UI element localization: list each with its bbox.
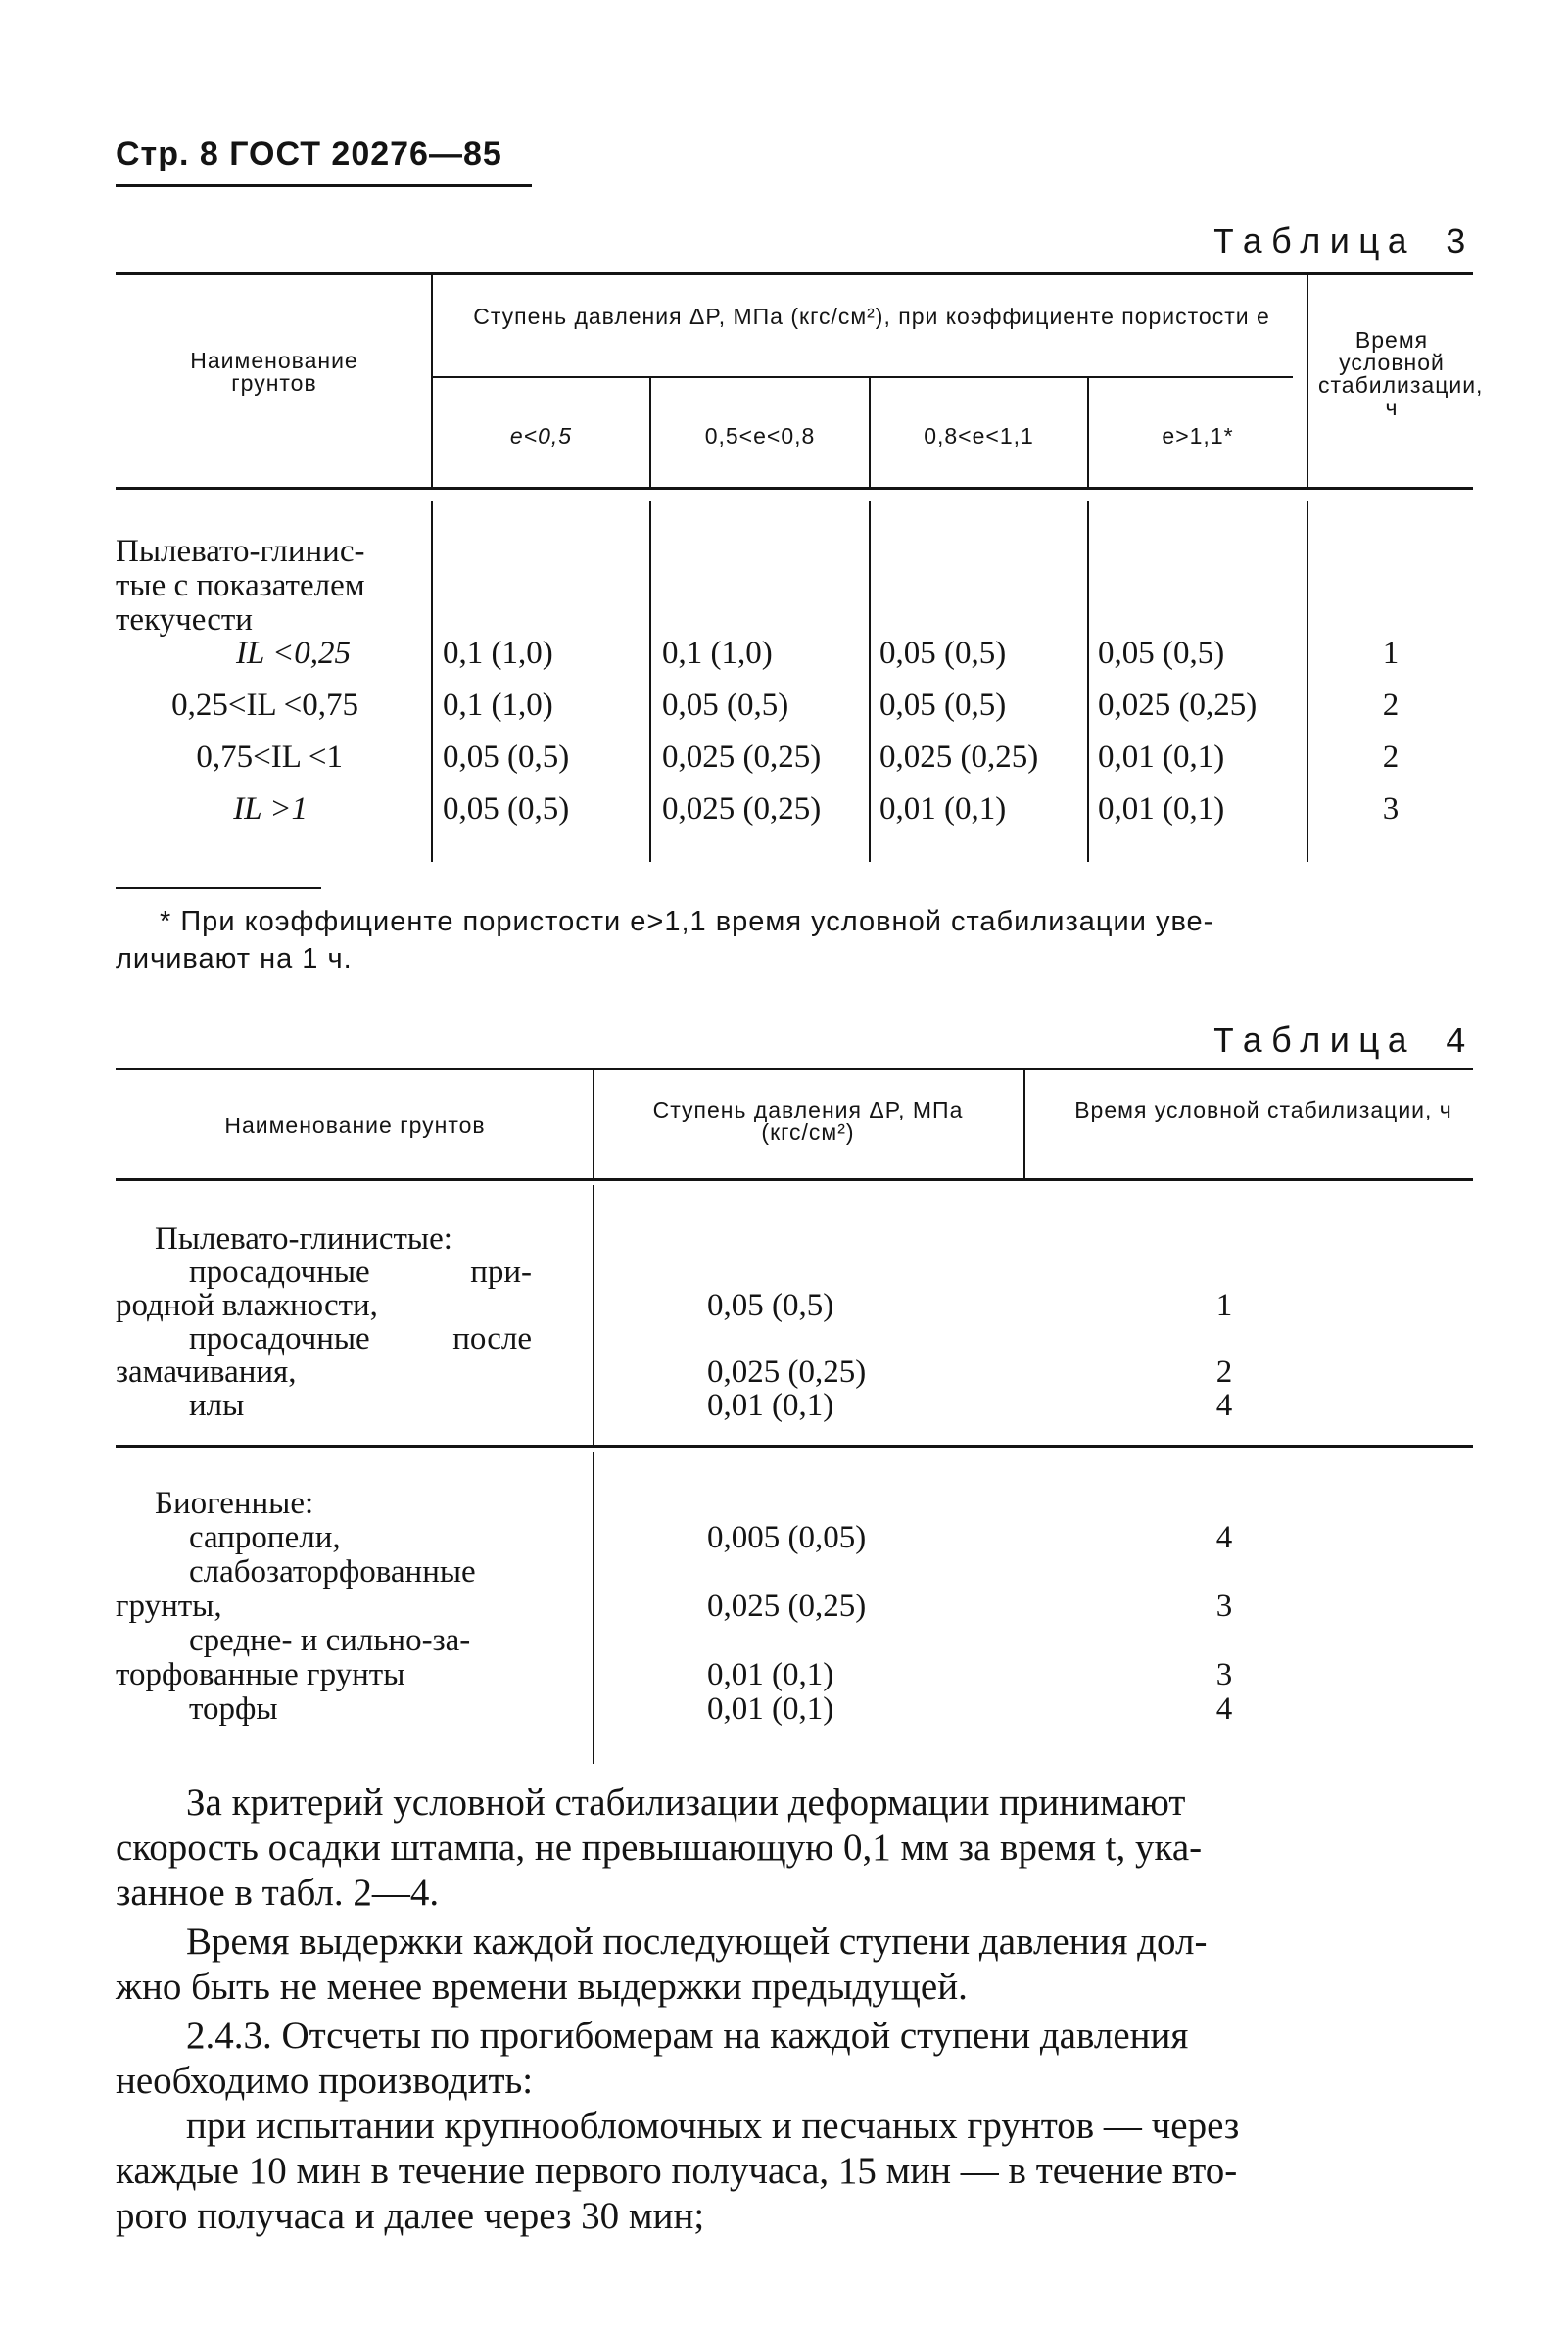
body-line-text: 2.4.3. Отсчеты по прогибомерам на каждой ступени давления xyxy=(186,2015,1189,2057)
table3-cell: 0,05 (0,5) xyxy=(879,636,1007,671)
table4-time: 4 xyxy=(1215,1691,1233,1727)
table3-cell: 0,05 (0,5) xyxy=(443,739,570,775)
table3-time: 1 xyxy=(1382,636,1400,671)
body-line xyxy=(116,1920,1473,1965)
table3-row-name: 0,75<IL <1 xyxy=(196,739,343,775)
table3-cell: 0,05 (0,5) xyxy=(662,688,789,723)
table3-group-label: текучести xyxy=(116,602,253,638)
table4-col-name: Наименование грунтов xyxy=(224,1113,486,1138)
table3-cell: 0,1 (1,0) xyxy=(443,688,553,723)
table4-soil-line: торфы xyxy=(189,1691,278,1727)
table3-col-name: Наименование грунтов xyxy=(190,348,358,396)
table3-time: 3 xyxy=(1382,791,1400,827)
table4-soil-line: слабозаторфованные xyxy=(189,1554,476,1590)
body-line xyxy=(116,2104,1473,2149)
table4-soil-line: торфованные грунты xyxy=(116,1657,405,1692)
table4-time: 4 xyxy=(1215,1520,1233,1555)
footnote-line: личивают на 1 ч. xyxy=(116,943,353,975)
table3-subcol: e<0,5 xyxy=(509,423,573,449)
table4-section-rule xyxy=(116,1445,1473,1448)
table4-step-value: 0,025 (0,25) xyxy=(707,1589,867,1624)
table3-divider xyxy=(649,501,651,862)
table4-step-value: 0,01 (0,1) xyxy=(707,1657,834,1692)
table4-soil-line xyxy=(189,1321,532,1356)
body-line: необходимо производить: xyxy=(116,2060,534,2102)
table3-cell: 0,025 (0,25) xyxy=(662,739,822,775)
table4-step-value: 0,005 (0,05) xyxy=(707,1520,867,1555)
table4-soil-line: замачивания, xyxy=(116,1355,297,1390)
footnote-line: * При коэффициенте пористости e>1,1 время условной стабилизации уве- xyxy=(160,906,1214,937)
table4-step-value: 0,01 (0,1) xyxy=(707,1691,834,1727)
running-head-text: Стр. 8 ГОСТ 20276—85 xyxy=(116,135,502,172)
table3-subcol: e>1,1* xyxy=(1162,423,1234,449)
table4-time: 3 xyxy=(1215,1657,1233,1692)
table4-soil-line: Биогенные: xyxy=(155,1486,314,1521)
body-line: занное в табл. 2—4. xyxy=(116,1872,440,1914)
table3-row-name: 0,25<IL <0,75 xyxy=(171,688,358,723)
table3-cell: 0,01 (0,1) xyxy=(1098,791,1225,827)
table3-divider xyxy=(1307,274,1308,488)
table3-cell: 0,01 (0,1) xyxy=(879,791,1007,827)
body-line-text: За критерий условной стабилизации деформации принимают xyxy=(186,1782,1186,1824)
table3-subcol: 0,8<e<1,1 xyxy=(924,423,1034,449)
table4-soil-line: илы xyxy=(189,1388,245,1423)
table3-subcol: 0,5<e<0,8 xyxy=(704,423,816,449)
table4-step-value: 0,05 (0,5) xyxy=(707,1288,834,1323)
table3-cell: 0,05 (0,5) xyxy=(879,688,1007,723)
table3-cell: 0,05 (0,5) xyxy=(443,791,570,827)
body-line xyxy=(116,1781,1473,1826)
table4-time: 4 xyxy=(1215,1388,1233,1423)
table3-footnote-rule xyxy=(116,887,321,889)
table3-caption: Таблица 3 xyxy=(1212,223,1474,263)
table4-soil-line: грунты, xyxy=(116,1589,222,1624)
body-line-text: при испытании крупнообломочных и песчаных грунтов — через xyxy=(186,2105,1240,2147)
body-line: скорость осадки штампа, не превышающую 0,1 мм за время t, ука- xyxy=(116,1827,1203,1869)
table3-header-rule xyxy=(116,487,1473,490)
table4-divider xyxy=(593,1185,594,1446)
running-head-underline xyxy=(116,184,532,187)
body-line: каждые 10 мин в течение первого получаса, 15 мин — в течение вто- xyxy=(116,2150,1238,2192)
body-line: рого получаса и далее через 30 мин; xyxy=(116,2195,705,2237)
table4-divider xyxy=(1023,1070,1025,1179)
table4-divider xyxy=(593,1070,594,1179)
table3-col-time: Время условной стабилизации, ч xyxy=(1318,327,1484,420)
table3-row-name: IL <0,25 xyxy=(235,636,351,671)
table4-step-value: 0,025 (0,25) xyxy=(707,1355,867,1390)
table3-row-name: IL >1 xyxy=(233,791,308,827)
body-paragraph xyxy=(116,1920,1473,2010)
table4-soil-line: Пылевато-глинистые: xyxy=(155,1221,452,1257)
body-paragraph xyxy=(116,2104,1473,2239)
table4-col-time: Время условной стабилизации, ч xyxy=(1074,1097,1452,1122)
table3-cell: 0,1 (1,0) xyxy=(443,636,553,671)
table3-time: 2 xyxy=(1382,688,1400,723)
table4-time: 3 xyxy=(1215,1589,1233,1624)
table4-soil-line: родной влажности, xyxy=(116,1288,378,1323)
soil-word: при- xyxy=(470,1255,532,1290)
table3-divider xyxy=(1087,501,1089,862)
table4-divider xyxy=(593,1452,594,1764)
body-line xyxy=(116,2014,1473,2059)
soil-word: после xyxy=(452,1321,532,1356)
table3-group-label: Пылевато-глинис- xyxy=(116,534,365,569)
table4-caption: Таблица 4 xyxy=(1212,1023,1474,1063)
table3-group-rule xyxy=(431,376,1293,378)
table3-group-label: тые с показателем xyxy=(116,568,365,603)
table3-col-group: Ступень давления ΔP, МПа (кгс/см²), при коэффициенте пористости e xyxy=(473,304,1270,329)
table3-cell: 0,025 (0,25) xyxy=(1098,688,1258,723)
table4-soil-line: средне- и сильно-за- xyxy=(189,1623,471,1658)
table4-soil-line: сапропели, xyxy=(189,1520,341,1555)
table3-cell: 0,1 (1,0) xyxy=(662,636,773,671)
table3-cell: 0,01 (0,1) xyxy=(1098,739,1225,775)
running-head xyxy=(116,135,502,173)
table3-divider xyxy=(431,501,433,862)
table3-cell: 0,025 (0,25) xyxy=(662,791,822,827)
table3-footnote xyxy=(116,903,1473,977)
table4-top-rule xyxy=(116,1068,1473,1070)
table4-step-value: 0,01 (0,1) xyxy=(707,1388,834,1423)
table4-soil-line xyxy=(189,1255,532,1290)
body-line: жно быть не менее времени выдержки предыдущей. xyxy=(116,1966,968,2008)
body-line-text: Время выдержки каждой последующей ступени давления дол- xyxy=(186,1921,1208,1963)
body-paragraph xyxy=(116,2014,1473,2104)
soil-word: просадочные xyxy=(189,1255,370,1290)
table3-cell: 0,05 (0,5) xyxy=(1098,636,1225,671)
table3-top-rule xyxy=(116,272,1473,275)
table3-divider xyxy=(431,274,433,488)
table3-divider xyxy=(869,501,871,862)
soil-word: просадочные xyxy=(189,1321,370,1356)
table3-time: 2 xyxy=(1382,739,1400,775)
table4-header-rule xyxy=(116,1178,1473,1181)
table3-cell: 0,025 (0,25) xyxy=(879,739,1039,775)
table4-time: 2 xyxy=(1215,1355,1233,1390)
body-paragraph xyxy=(116,1781,1473,1916)
table4-col-step: Ступень давления ΔP, МПа (кгс/см²) xyxy=(652,1097,964,1145)
table4-time: 1 xyxy=(1215,1288,1233,1323)
